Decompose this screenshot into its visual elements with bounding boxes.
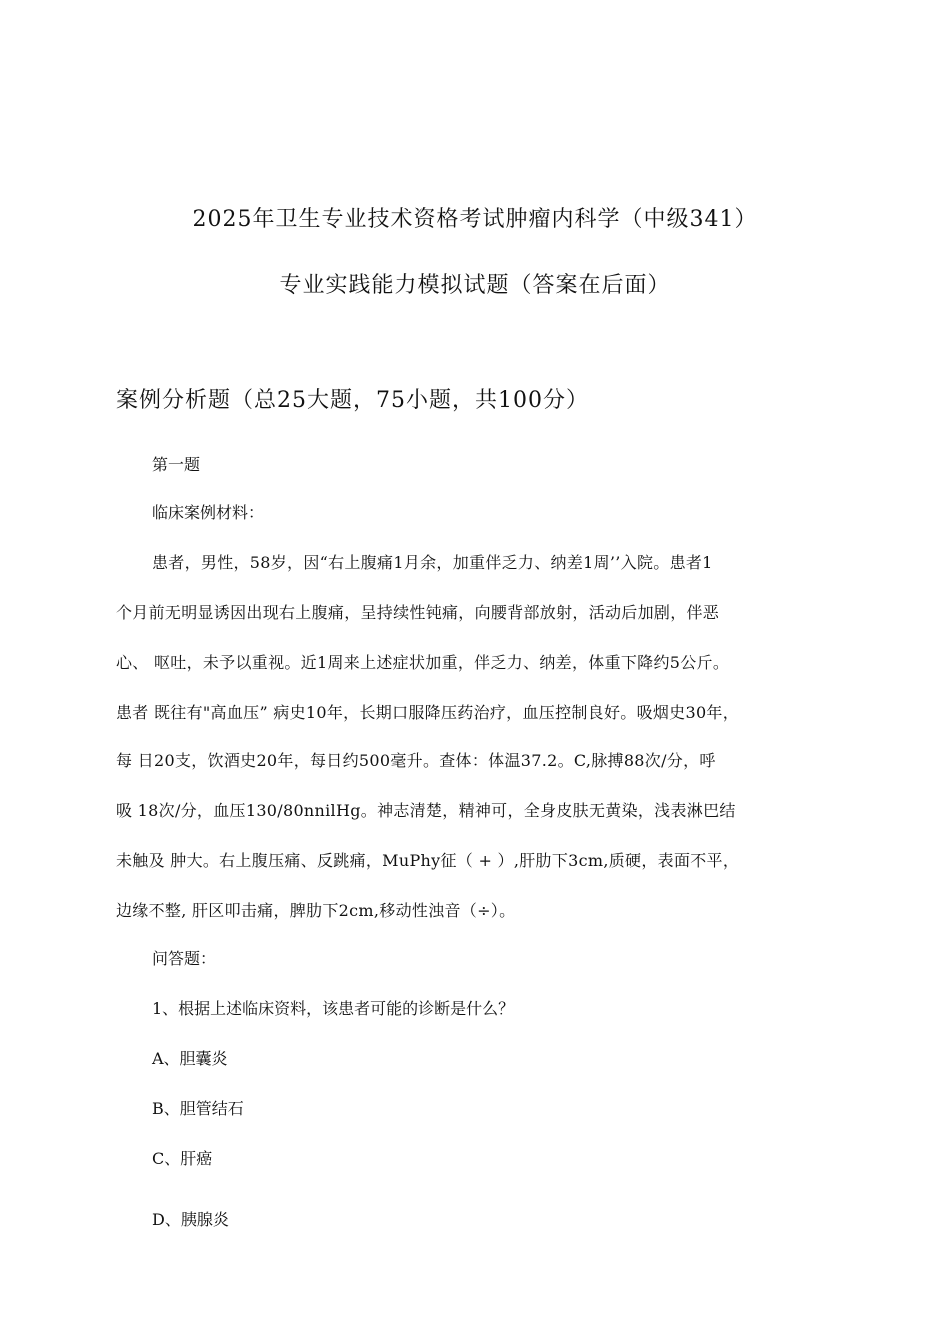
case-text-line: 吸 18次/分，血压130/80nnilHg。神志清楚，精神可，全身皮肤无黄染，浅表淋巴结 [116, 801, 736, 820]
option-d: D、胰腺炎 [152, 1210, 229, 1229]
option-b: B、胆管结石 [152, 1099, 244, 1118]
case-text-line: 心、 呕吐，未予以重视。近1周来上述症状加重，伴乏力、纳差，体重下降约5公斤。 [116, 653, 730, 672]
case-text-line: 每 日20支，饮酒史20年，每日约500毫升。查体：体温37.2。C,脉搏88次/分，呼 [116, 751, 716, 770]
qa-label: 问答题： [152, 949, 217, 968]
section-heading: 案例分析题（总25大题，75小题，共100分） [116, 388, 589, 413]
case-text-line: 边缘不整, 肝区叩击痛，脾肋下2cm,移动性浊音（÷）。 [116, 901, 516, 920]
question-number: 第一题 [152, 455, 201, 474]
document-title-line-1: 2025年卫生专业技术资格考试肿瘤内科学（中级341） [192, 207, 758, 232]
case-text-line: 患者 既往有"高血压” 病史10年，长期口服降压药治疗，血压控制良好。吸烟史30年， [116, 703, 740, 722]
case-text-line: 未触及 肿大。右上腹压痛、反跳痛，MuPhy征（ + ）,肝肋下3cm,质硬，表面不平， [116, 851, 740, 870]
case-text-line: 患者，男性，58岁，因“右上腹痛1月余，加重伴乏力、纳差1周’’入院。患者1 [152, 553, 713, 572]
material-label: 临床案例材料： [152, 503, 265, 522]
document-title-line-2: 专业实践能力模拟试题（答案在后面） [279, 273, 671, 298]
case-text-line: 个月前无明显诱因出现右上腹痛，呈持续性钝痛，向腰背部放射，活动后加剧，伴恶 [116, 603, 720, 622]
option-c: C、肝癌 [152, 1149, 213, 1168]
question-1-text: 1、根据上述临床资料，该患者可能的诊断是什么？ [152, 999, 515, 1018]
option-a: A、胆囊炎 [152, 1049, 228, 1068]
